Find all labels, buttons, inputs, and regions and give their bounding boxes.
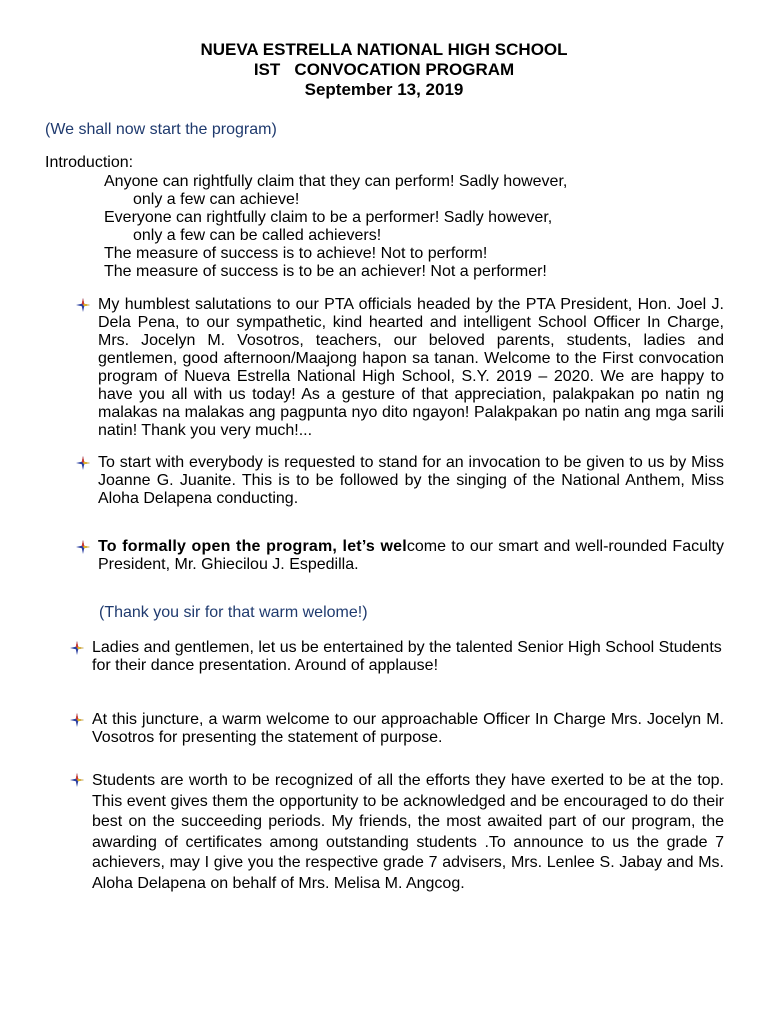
document-header bbox=[0, 40, 768, 100]
program-date: September 13, 2019 bbox=[304, 80, 464, 99]
star-bullet-icon bbox=[70, 713, 84, 727]
thanks-note: (Thank you sir for that warm welome!) bbox=[99, 604, 368, 621]
bullet-bold-text: To formally open the program, let’s wel bbox=[98, 538, 407, 555]
intro-line: only a few can be called achievers! bbox=[133, 227, 382, 244]
introduction-text bbox=[104, 173, 664, 281]
bullet-text: To start with everybody is requested to stand for an invocation to be given to us by Miss Joanne G. Juanite. This is to be followed by the singing of the National Anthem, Miss Aloha Delapena conducting. bbox=[98, 454, 724, 507]
intro-line: only a few can achieve! bbox=[133, 191, 300, 208]
program-title: IST CONVOCATION PROGRAM bbox=[253, 60, 515, 79]
introduction-label: Introduction: bbox=[45, 154, 134, 171]
bullet-text bbox=[98, 538, 724, 574]
bullet-text: Students are worth to be recognized of all the efforts they have exerted to be at the top. This event gives them the opportunity to be acknowledged and be encouraged to do their best on the succeeding periods. My friends, the most awaited part of our program, the awarding of certificates among outstanding students .To announce to us the grade 7 achievers, may I give you the respective grade 7 advisers, Mrs. Lenlee S. Jabay and Ms. Aloha Delapena on behalf of Mrs. Melisa M. Angcog. bbox=[92, 772, 724, 892]
star-bullet-icon bbox=[76, 540, 90, 554]
school-name: NUEVA ESTRELLA NATIONAL HIGH SCHOOL bbox=[200, 40, 568, 59]
bullet-rest-text: come to our smart and well-rounded Faculty President, Mr. Ghiecilou J. Espedilla. bbox=[98, 538, 725, 573]
bullet-text: At this juncture, a warm welcome to our approachable Officer In Charge Mrs. Jocelyn M. Vosotros for presenting the statement of purpose. bbox=[92, 711, 724, 746]
intro-line: The measure of success is to be an achiever! Not a performer! bbox=[104, 263, 547, 280]
star-bullet-icon bbox=[76, 456, 90, 470]
intro-line: Anyone can rightfully claim that they can perform! Sadly however, bbox=[104, 173, 568, 190]
intro-line: The measure of success is to achieve! Not to perform! bbox=[104, 245, 488, 262]
bullet-text: Ladies and gentlemen, let us be entertained by the talented Senior High School Students for their dance presentation. Around of applause! bbox=[92, 639, 722, 674]
star-bullet-icon bbox=[70, 641, 84, 655]
intro-line: Everyone can rightfully claim to be a performer! Sadly however, bbox=[104, 209, 553, 226]
star-bullet-icon bbox=[70, 773, 84, 787]
bullet-text: My humblest salutations to our PTA officials headed by the PTA President, Hon. Joel J. Dela Pena, to our sympathetic, kind hearted and intelligent School Officer In Charge, Mrs. Jocelyn M. Vosotros, teachers, our beloved parents, students, ladies and gentlemen, good afternoon/Maajong hapon sa tanan. Welcome to the First convocation program of Nueva Estrella National High School, S.Y. 2019 – 2020. We are happy to have you all with us today! As a gesture of that appreciation, palakpakan po natin ng malakas na malakas ang pagpunta nyo dito ngayon! Palakpakan po natin ang mga sarili natin! Thank you very much!... bbox=[98, 296, 724, 439]
star-bullet-icon bbox=[76, 298, 90, 312]
start-note: (We shall now start the program) bbox=[45, 121, 277, 138]
